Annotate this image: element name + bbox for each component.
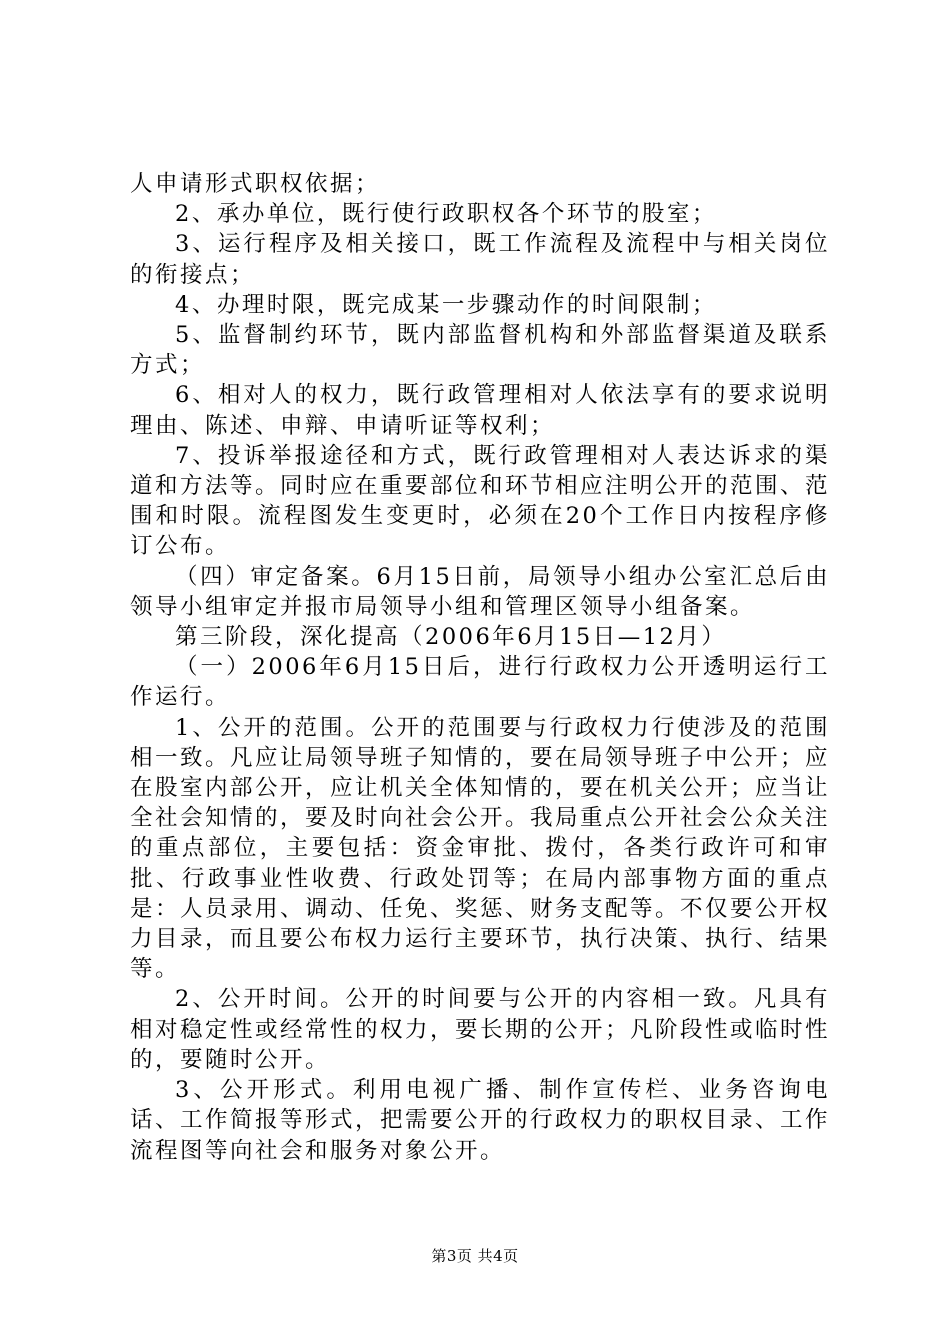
paragraph-disclosure-time: 2、公开时间。公开的时间要与公开的内容相一致。凡具有相对稳定性或经常性的权力，要长期的公开；凡阶段性或临时性的，要随时公开。 [130, 986, 831, 1073]
paragraph-item-7: 7、投诉举报途径和方式，既行政管理相对人表达诉求的渠道和方法等。同时应在重要部位和环节相应注明公开的范围、范围和时限。流程图发生变更时，必须在20个工作日内按程序修订公布。 [130, 442, 831, 560]
paragraph-phase-three-intro: （一）2006年6月15日后，进行行政权力公开透明运行工作运行。 [130, 654, 830, 711]
page-number-footer: 第3页 共4页 [431, 1247, 519, 1265]
document-body [130, 169, 830, 1166]
paragraph-review-filing: （四）审定备案。6月15日前，局领导小组办公室汇总后由领导小组审定并报市局领导小组和管理区领导小组备案。 [130, 563, 830, 620]
paragraph-item-2: 2、承办单位，既行使行政职权各个环节的股室； [175, 201, 717, 228]
section-heading-phase-three: 第三阶段，深化提高（2006年6月15日—12月） [175, 624, 727, 651]
paragraph-item-5: 5、监督制约环节，既内部监督机构和外部监督渠道及联系方式； [130, 322, 830, 379]
paragraph-disclosure-form: 3、公开形式。利用电视广播、制作宣传栏、业务咨询电话、工作简报等形式，把需要公开的行政权力的职权目录、工作流程图等向社会和服务对象公开。 [130, 1077, 831, 1164]
paragraph-continuation: 人申请形式职权依据； [130, 171, 381, 197]
paragraph-disclosure-scope: 1、公开的范围。公开的范围要与行政权力行使涉及的范围相一致。凡应让局领导班子知情的，要在局领导班子中公开；应在股室内部公开，应让机关全体知情的，要在机关公开；应当让全社会知情的，要及时向社会公开。我局重点公开社会公众关注的重点部位，主要包括：资金审批、拨付，各类行政许可和审批、行政事业性收费、行政处罚等；在局内部事物方面的重点是：人员录用、调动、任免、奖惩、财务支配等。不仅要公开权力目录，而且要公布权力运行主要环节，执行决策、执行、结果等。 [130, 714, 831, 983]
paragraph-item-3: 3、运行程序及相关接口，既工作流程及流程中与相关岗位的衔接点； [130, 231, 830, 288]
paragraph-item-6: 6、相对人的权力，既行政管理相对人依法享有的要求说明理由、陈述、申辩、申请听证等权利； [130, 382, 830, 439]
paragraph-item-4: 4、办理时限，既完成某一步骤动作的时间限制； [175, 291, 717, 318]
